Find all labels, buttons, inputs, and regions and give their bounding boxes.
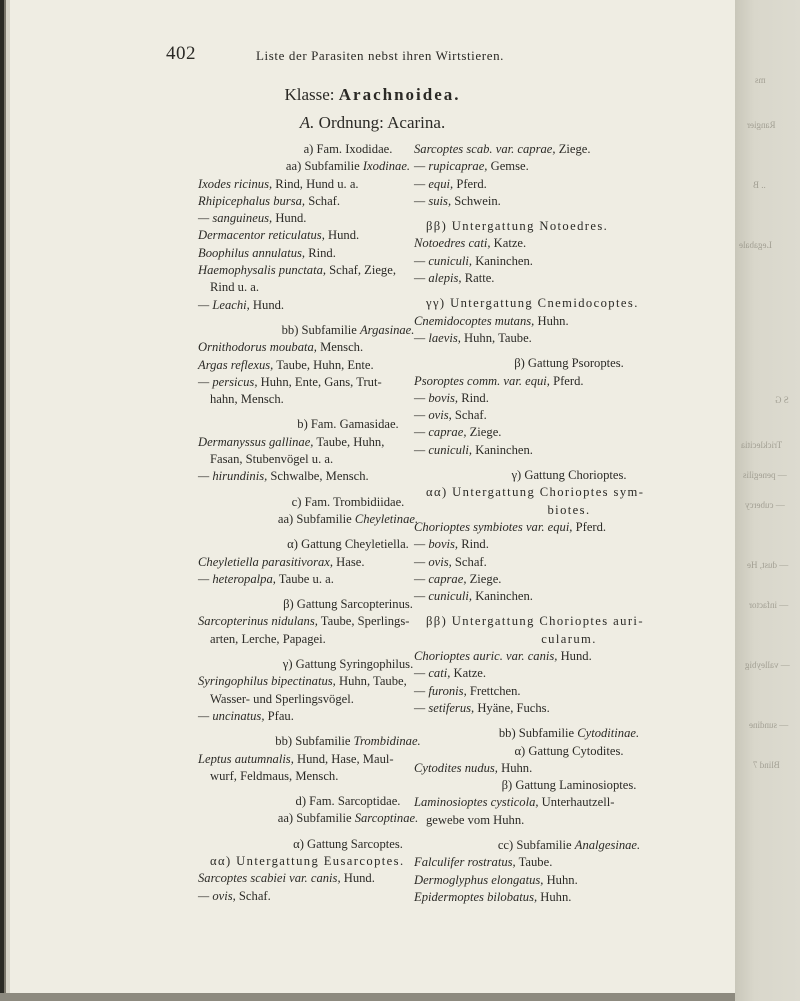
parasite-name: — equi, bbox=[414, 176, 454, 191]
host-list: Kaninchen. bbox=[472, 253, 533, 268]
line-text: β) Gattung Laminosioptes. bbox=[501, 778, 637, 793]
line-text: Wasser- und Sperlingsvögel. bbox=[210, 691, 354, 706]
host-list: Katze. bbox=[490, 236, 527, 251]
subfamily-label: aa) Subfamilie bbox=[277, 511, 355, 526]
parasite-name: — ovis, bbox=[198, 888, 236, 903]
subfamily-name: Ixodinae. bbox=[362, 159, 411, 174]
parasite-entry bbox=[414, 141, 724, 158]
host-list: Schwalbe, Mensch. bbox=[267, 469, 369, 484]
running-title: Liste der Parasiten nebst ihren Wirtstieren. bbox=[256, 48, 505, 63]
parasite-entry bbox=[414, 700, 724, 717]
host-list: Huhn, Taube, bbox=[335, 674, 407, 689]
host-list: Mensch. bbox=[316, 340, 364, 355]
line-text: d) Fam. Sarcoptidae. bbox=[295, 794, 401, 809]
parasite-name: — setiferus, bbox=[414, 700, 475, 715]
host-list: Hund. bbox=[249, 297, 285, 312]
parasite-name: — caprae, bbox=[414, 425, 467, 440]
line-spacer bbox=[414, 347, 724, 355]
parasite-name: — laevis, bbox=[414, 330, 461, 345]
line-text: ββ) Untergattung Chorioptes auri- bbox=[426, 614, 644, 629]
subfamily-name: Sarcoptinae. bbox=[354, 811, 419, 826]
page-binding-edge bbox=[0, 0, 10, 1001]
host-list: Schaf. bbox=[451, 554, 487, 569]
line-text: arten, Lerche, Papagei. bbox=[210, 631, 326, 646]
order-name: Acarina. bbox=[387, 113, 446, 132]
host-list: Huhn, Ente, Gans, Trut- bbox=[257, 374, 382, 389]
parasite-name: — alepis, bbox=[414, 271, 462, 286]
parasite-name: Laminosioptes cysticola, bbox=[414, 795, 539, 810]
page-number: 402 bbox=[166, 43, 196, 64]
line-text: β) Gattung Sarcopterinus. bbox=[283, 597, 413, 612]
parasite-entry bbox=[414, 854, 724, 871]
host-list: Huhn. bbox=[534, 313, 569, 328]
parasite-entry bbox=[414, 313, 724, 330]
order-label: Ordnung: bbox=[318, 113, 384, 132]
subfamily-label: aa) Subfamilie bbox=[285, 159, 363, 174]
host-list: Rind, Hund u. a. bbox=[272, 176, 359, 191]
parasite-name: — cuniculi, bbox=[414, 442, 473, 457]
parasite-name: Psoroptes comm. var. equi, bbox=[414, 373, 550, 388]
host-list: Huhn. bbox=[497, 760, 533, 775]
host-list: Huhn. bbox=[543, 872, 578, 887]
host-list: Taube, Sperlings- bbox=[317, 614, 410, 629]
parasite-entry bbox=[414, 794, 724, 811]
parasite-name: — bovis, bbox=[414, 537, 459, 552]
host-list: Hund. bbox=[272, 211, 307, 226]
line-spacer bbox=[414, 459, 724, 467]
host-list: Pferd. bbox=[572, 519, 607, 534]
subfamily-label: cc) Subfamilie bbox=[497, 837, 575, 852]
host-list: Schaf, Ziege, bbox=[326, 263, 396, 278]
entry-continuation bbox=[414, 812, 724, 829]
parasite-name: Cnemidocoptes mutans, bbox=[414, 313, 535, 328]
line-text: αα) Untergattung Eusarcoptes. bbox=[210, 853, 405, 868]
line-spacer bbox=[414, 287, 724, 295]
parasite-name: Syringophilus bipectinatus, bbox=[198, 674, 336, 689]
line-spacer bbox=[414, 210, 724, 218]
host-list: Taube, Huhn, bbox=[313, 434, 385, 449]
host-list: Hund. bbox=[324, 228, 360, 243]
taxon-heading bbox=[414, 355, 724, 372]
parasite-entry bbox=[414, 519, 724, 536]
line-text: cularum. bbox=[541, 631, 597, 646]
parasite-name: Cheyletiella parasitivorax, bbox=[198, 554, 334, 569]
host-list: Huhn. bbox=[537, 889, 572, 904]
subfamily-label: bb) Subfamilie bbox=[275, 734, 354, 749]
parasite-name: Leptus autumnalis, bbox=[198, 751, 294, 766]
host-list: Frettchen. bbox=[466, 683, 521, 698]
host-list: Schwein. bbox=[451, 193, 501, 208]
parasite-name: Dermanyssus gallinae, bbox=[198, 434, 314, 449]
taxon-heading bbox=[414, 467, 724, 484]
host-list: Schaf. bbox=[305, 193, 341, 208]
line-text: gewebe vom Huhn. bbox=[426, 812, 525, 827]
adjacent-page-bleedthrough: ms Rangier .. B Legabale S G Tricklecitia — penegilis — cubercy — dust, He — infactor — valleybig — sundine Blind 7 bbox=[735, 0, 800, 1001]
parasite-name: Boophilus annulatus, bbox=[198, 245, 306, 260]
parasite-entry bbox=[414, 648, 724, 665]
subgenus-heading bbox=[414, 218, 724, 235]
subfamily-heading bbox=[414, 725, 724, 742]
parasite-entry bbox=[414, 872, 724, 889]
order-heading bbox=[10, 113, 735, 133]
subfamily-name: Argasinae. bbox=[359, 322, 415, 337]
parasite-entry bbox=[414, 253, 724, 270]
line-text: γγ) Untergattung Cnemidocoptes. bbox=[426, 296, 639, 311]
parasite-name: — sanguineus, bbox=[198, 211, 273, 226]
line-text: α) Gattung Cheyletiella. bbox=[287, 537, 409, 552]
host-list: Rind. bbox=[458, 537, 489, 552]
class-name: Arachnoidea. bbox=[338, 85, 461, 104]
host-list: Katze. bbox=[450, 666, 487, 681]
parasite-name: Ornithodorus moubata, bbox=[198, 340, 317, 355]
parasite-name: — ovis, bbox=[414, 554, 452, 569]
parasite-entry bbox=[414, 760, 724, 777]
parasite-name: Chorioptes auric. var. canis, bbox=[414, 649, 558, 664]
host-list: Pferd. bbox=[549, 373, 584, 388]
parasite-entry bbox=[414, 424, 724, 441]
host-list: Pferd. bbox=[453, 176, 487, 191]
line-text: hahn, Mensch. bbox=[210, 392, 284, 407]
host-list: Unterhautzell- bbox=[538, 795, 615, 810]
host-list: Kaninchen. bbox=[472, 442, 533, 457]
parasite-entry bbox=[414, 270, 724, 287]
line-text: wurf, Feldmaus, Mensch. bbox=[210, 768, 339, 783]
parasite-entry bbox=[414, 390, 724, 407]
page-header bbox=[10, 43, 735, 67]
parasite-name: Sarcoptes scab. var. caprae, bbox=[414, 142, 556, 156]
parasite-entry bbox=[414, 193, 724, 210]
host-list: Ziege. bbox=[466, 571, 502, 586]
right-column bbox=[414, 141, 724, 906]
host-list: Rind. bbox=[458, 390, 489, 405]
parasite-name: — heteropalpa, bbox=[198, 571, 276, 586]
parasite-name: — cuniculi, bbox=[414, 253, 473, 268]
host-list: Hund. bbox=[557, 649, 592, 664]
parasite-name: — rupicaprae, bbox=[414, 159, 488, 174]
host-list: Gemse. bbox=[487, 159, 529, 174]
host-list: Rind. bbox=[305, 245, 336, 260]
parasite-name: — cuniculi, bbox=[414, 589, 473, 604]
parasite-entry bbox=[414, 665, 724, 682]
parasite-entry bbox=[414, 158, 724, 175]
parasite-name: Epidermoptes bilobatus, bbox=[414, 889, 538, 904]
host-list: Schaf. bbox=[451, 408, 487, 423]
host-list: Pfau. bbox=[264, 708, 294, 723]
line-text: αα) Untergattung Chorioptes sym- bbox=[426, 485, 645, 500]
parasite-name: — caprae, bbox=[414, 571, 467, 586]
parasite-name: Notoedres cati, bbox=[414, 236, 491, 251]
parasite-entry bbox=[414, 536, 724, 553]
parasite-name: Cytodites nudus, bbox=[414, 760, 498, 775]
line-text: β) Gattung Psoroptes. bbox=[514, 356, 624, 371]
host-list: Ratte. bbox=[461, 271, 495, 286]
parasite-entry bbox=[414, 373, 724, 390]
line-spacer bbox=[414, 605, 724, 613]
parasite-name: Rhipicephalus bursa, bbox=[198, 193, 306, 208]
parasite-entry bbox=[414, 176, 724, 193]
host-list: Taube u. a. bbox=[275, 571, 334, 586]
line-spacer bbox=[414, 829, 724, 837]
taxon-heading bbox=[414, 777, 724, 794]
line-text: ββ) Untergattung Notoedres. bbox=[426, 219, 609, 234]
line-text: Fasan, Stubenvögel u. a. bbox=[210, 452, 334, 467]
parasite-name: Falculifer rostratus, bbox=[414, 855, 516, 870]
subgenus-heading bbox=[414, 484, 724, 501]
subfamily-name: Trombidinae. bbox=[353, 734, 421, 749]
host-list: Hyäne, Fuchs. bbox=[474, 700, 550, 715]
page-bottom-edge bbox=[0, 993, 735, 1001]
parasite-entry bbox=[414, 588, 724, 605]
order-prefix: A. bbox=[299, 113, 315, 132]
parasite-name: — uncinatus, bbox=[198, 708, 265, 723]
host-list: Kaninchen. bbox=[472, 589, 533, 604]
parasite-name: — Leachi, bbox=[198, 297, 250, 312]
parasite-entry bbox=[414, 442, 724, 459]
host-list: Taube, Huhn, Ente. bbox=[273, 357, 374, 372]
parasite-entry bbox=[414, 330, 724, 347]
parasite-name: Dermacentor reticulatus, bbox=[198, 228, 325, 243]
subfamily-name: Cheyletinae. bbox=[354, 511, 419, 526]
line-text: biotes. bbox=[547, 502, 591, 517]
parasite-name: — bovis, bbox=[414, 390, 459, 405]
host-list: Hund, Hase, Maul- bbox=[293, 751, 394, 766]
parasite-entry bbox=[414, 235, 724, 252]
parasite-name: — cati, bbox=[414, 666, 451, 681]
line-text: b) Fam. Gamasidae. bbox=[297, 417, 399, 432]
line-text: a) Fam. Ixodidae. bbox=[303, 142, 393, 156]
subfamily-label: bb) Subfamilie bbox=[498, 726, 578, 741]
parasite-name: — hirundinis, bbox=[198, 469, 268, 484]
subgenus-heading bbox=[414, 295, 724, 312]
parasite-name: — furonis, bbox=[414, 683, 467, 698]
host-list: Taube. bbox=[515, 855, 553, 870]
parasite-name: Sarcopterinus nidulans, bbox=[198, 614, 318, 629]
parasite-name: Chorioptes symbiotes var. equi, bbox=[414, 519, 573, 534]
subfamily-name: Cytoditinae. bbox=[577, 726, 640, 741]
class-heading bbox=[10, 85, 735, 105]
parasite-entry bbox=[414, 571, 724, 588]
host-list: Ziege. bbox=[466, 425, 502, 440]
subgenus-heading bbox=[414, 613, 724, 630]
subgenus-heading-cont bbox=[414, 631, 724, 648]
parasite-name: — ovis, bbox=[414, 408, 452, 423]
host-list: Hund. bbox=[340, 871, 375, 886]
host-list: Schaf. bbox=[235, 888, 271, 903]
parasite-name: Argas reflexus, bbox=[198, 357, 274, 372]
line-text: c) Fam. Trombidiidae. bbox=[291, 494, 405, 509]
line-text: Rind u. a. bbox=[210, 280, 259, 295]
line-spacer bbox=[414, 717, 724, 725]
host-list: Ziege. bbox=[555, 142, 591, 156]
book-page bbox=[10, 0, 735, 1001]
parasite-entry bbox=[414, 554, 724, 571]
subfamily-name: Analgesinae. bbox=[574, 837, 641, 852]
parasite-name: — suis, bbox=[414, 193, 452, 208]
line-text: α) Gattung Cytodites. bbox=[514, 743, 624, 758]
parasite-entry bbox=[414, 889, 724, 906]
parasite-entry bbox=[414, 407, 724, 424]
subfamily-heading bbox=[414, 837, 724, 854]
parasite-name: Sarcoptes scabiei var. canis, bbox=[198, 871, 341, 886]
parasite-entry bbox=[414, 683, 724, 700]
parasite-name: Dermoglyphus elongatus, bbox=[414, 872, 544, 887]
host-list: Hase. bbox=[333, 554, 365, 569]
parasite-name: Haemophysalis punctata, bbox=[198, 263, 327, 278]
line-text: γ) Gattung Syringophilus. bbox=[282, 657, 414, 672]
parasite-name: — persicus, bbox=[198, 374, 258, 389]
line-text: α) Gattung Sarcoptes. bbox=[293, 836, 403, 851]
class-label: Klasse: bbox=[284, 85, 335, 104]
taxon-heading bbox=[414, 743, 724, 760]
subfamily-label: aa) Subfamilie bbox=[277, 811, 355, 826]
subgenus-heading-cont bbox=[414, 502, 724, 519]
parasite-name: Ixodes ricinus, bbox=[198, 176, 273, 191]
host-list: Huhn, Taube. bbox=[460, 330, 532, 345]
line-text: γ) Gattung Chorioptes. bbox=[511, 468, 627, 483]
subfamily-label: bb) Subfamilie bbox=[281, 322, 360, 337]
